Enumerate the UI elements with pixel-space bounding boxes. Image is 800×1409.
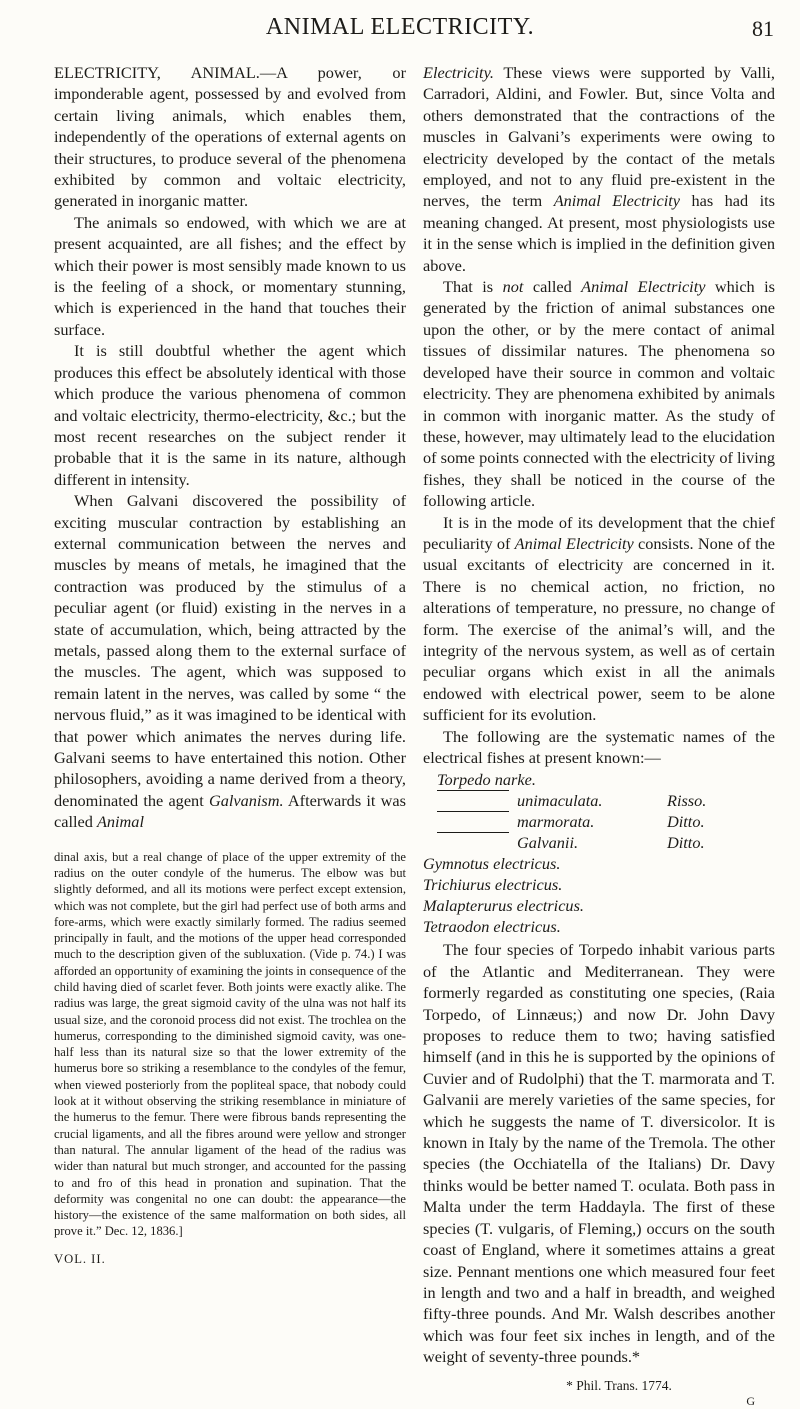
mode-text: It is in the mode of its development that the chief peculiarity of (423, 512, 775, 553)
right-column (423, 62, 775, 1409)
paragraph-doubtful: It is still doubtful whether the agent which produces this effect be absolutely identical with those which produce the various phenomena of common and voltaic electricity, thermo-electricity, &c.; but the most recent researches on the subject render it probable that it is the same in its nature, although different in intensity. (54, 341, 406, 489)
species-gymnotus: Gymnotus electricus. (423, 854, 561, 874)
animal-term: Animal (96, 812, 144, 832)
friction-text: which is generated by the friction of animal substances one upon the other, or by the mere contact of animal tissues of dissimilar natures. The phenomena so developed have their source in common and voltaic electricity. They are phenomena exhibited by animals in common with inorganic matter. As the study of these, however, may ultimately lead to the elucidation of some points connected with the electricity of living fishes, they shall be noticed in the course of the following article. (423, 277, 775, 511)
ditto-dash (437, 832, 509, 853)
paragraph-electricity (423, 62, 775, 276)
species-galvanii: Galvanii. (517, 833, 579, 853)
paragraph-intro: ELECTRICITY, ANIMAL.—A power, or imponderable agent, possessed by and evolved from certain living animals, which enables them, independently of the operations of external agents on their structures, to produce several of the phenomena exhibited by common and voltaic electricity, generated in inorganic matter. (54, 63, 406, 211)
views-text: These views were supported by Valli, Carradori, Aldini, and Fowler. But, since Volta and others demonstrated that the contractions of the muscles in Galvani’s experiments were owing to electricity developed by the contact of the metals employed, and not to any fluid pre-existent in the nerves, the term (423, 63, 775, 211)
left-column (54, 62, 406, 1267)
animal-electricity-term: Animal Electricity (553, 191, 681, 211)
authority-ditto: Ditto. (667, 812, 705, 832)
not-term: not (502, 277, 524, 297)
species-trichiurus: Trichiurus electricus. (423, 875, 563, 895)
species-marmorata: marmorata. (517, 812, 595, 832)
galvani-text: When Galvani discovered the possibility of exciting muscular contraction by establishing an external communication between the nerves and muscles by means of metals, he imagined that the contraction was produced by the stimulus of a peculiar agent (or fluid) existing in the nerves in a state of accumulation, which, being attracted by the metals, passed along them to the external surface of the muscles. The agent, which was supposed to remain latent in the nerves, was called by some “ the nervous fluid,” as it was imagined to be identical with that power which animates the nerves during life. Galvani seems to have entertained this notion. Other philosophers, avoiding a name derived from a theory, denominated the agent (54, 491, 406, 810)
species-torpedo-narke: Torpedo narke. (437, 770, 536, 790)
authority-ditto: Ditto. (667, 833, 705, 853)
animal-electricity-term-3: Animal Electricity (514, 533, 634, 553)
ditto-dash (437, 811, 509, 832)
afterwards-text: Afterwards it was called (54, 790, 406, 832)
species-unimaculata: unimaculata. (517, 791, 603, 811)
footnote: * Phil. Trans. 1774. (566, 1377, 672, 1393)
electricity-term: Electricity. (423, 63, 494, 82)
authority-risso: Risso. (667, 791, 707, 811)
excitants-text: consists. None of the usual excitants of electricity are concerned in it. There is no chemical action, no friction, no alterations of temperature, no pressure, no change of form. The exercise of the animal’s will, and the integrity of the nervous system, as well as of certain peculiar organs which exist in all the animals endowed with electrical power, seem to be alone sufficient for its evolution. (423, 533, 776, 725)
paragraph-not-called (423, 276, 775, 511)
page-header (0, 14, 800, 54)
paragraph-torpedo-species: The four species of Torpedo inhabit various parts of the Atlantic and Mediterranean. They were formerly regarded as constituting one species, (Raia Torpedo, of Linnæus;) and now Dr. John Davy proposes to reduce them to two; having satisfied himself (and in this he is supported by the opinions of Cuvier and of Rudolphi) that the T. marmorata and T. Galvanii are merely varieties of the same species, for which he suggests the name of T. diversicolor. It is known in Italy by the name of the Tremola. The other species (the Occhiatella of the Italians) Dr. Davy thinks would be better named T. oculata. Both pass in Malta under the term Haddayla. The first of these species (T. vulgaris, of Fleming,) occurs on the south coast of England, where it sometimes attains a great size. Pennant mentions one which measured four feet in length and two and a half in breadth, and weighed fifty-three pounds. And Mr. Walsh describes another which was four feet six inches in length, and of the weight of seventy-three pounds.* (423, 940, 775, 1367)
ditto-dash (437, 790, 509, 811)
meaning-text: has had its meaning changed. At present, most physiologists use it in the sense which is implied in the definition given above. (423, 191, 776, 275)
species-list (423, 769, 775, 937)
that-is-text: That is (443, 277, 503, 297)
gathering-signature: G (746, 1393, 755, 1408)
paragraph-fishes: The animals so endowed, with which we are at present acquainted, are all fishes; and the effect by which their power is most sensibly made known to us is the feeling of a shock, or momentary stunning, which is experienced in the hand that touches their surface. (54, 212, 406, 339)
paragraph-systematic: The following are the systematic names of the electrical fishes at present known:— (423, 726, 775, 767)
page-number: 81 (752, 16, 774, 41)
animal-electricity-term-2: Animal Electricity (581, 277, 706, 297)
paragraph-mode (423, 512, 775, 726)
species-malapterurus: Malapterurus electricus. (423, 896, 584, 916)
galvanism-term: Galvanism. (208, 790, 284, 810)
running-title: ANIMAL ELECTRICITY. (265, 14, 535, 40)
continued-note: dinal axis, but a real change of place of the upper extremity of the radius on the outer condyle of the humerus. The elbow was but slightly deformed, and all its motions were perfect except extension, which was not complete, but the girl had perfect use of both arms and fore-arms, which were exactly similarly formed. The radius seemed principally in fault, and the motions of the upper head corresponded much to the description given of the subluxation. (Vide p. 74.) I was afforded an opportunity of examining the joints in consequence of the child having died of scarlet fever. Both joints were exactly alike. The radius was large, the great sigmoid cavity of the ulna was not half its usual size, and the coronoid process did not exist. The trochlea on the humerus, corresponding to the diminished sigmoid cavity, was one-half less than its natural size so that the lower extremity of the humerus bore so striking a resemblance to the condyles of the femur, when viewed posteriorly from the popliteal space, that nobody could look at it without observing the striking resemblance in miniature of the humerus to the femur. There were fibrous bands representing the crucial ligaments, and all the fibres around were yellow and stronger than natural. The annular ligament of the head of the radius was wider than natural but much stronger, and accounted for the passing to and fro of this head in pronation and supination. That the deformity was congenital no one can doubt: the appearance—the history—the existence of the same malformation on both sides, all prove it.” Dec. 12, 1836.] (54, 849, 406, 1239)
called-text: called (523, 277, 582, 297)
species-tetraodon: Tetraodon electricus. (423, 917, 561, 937)
paragraph-galvani (54, 490, 406, 833)
volume-signature: VOL. II. (54, 1252, 106, 1267)
